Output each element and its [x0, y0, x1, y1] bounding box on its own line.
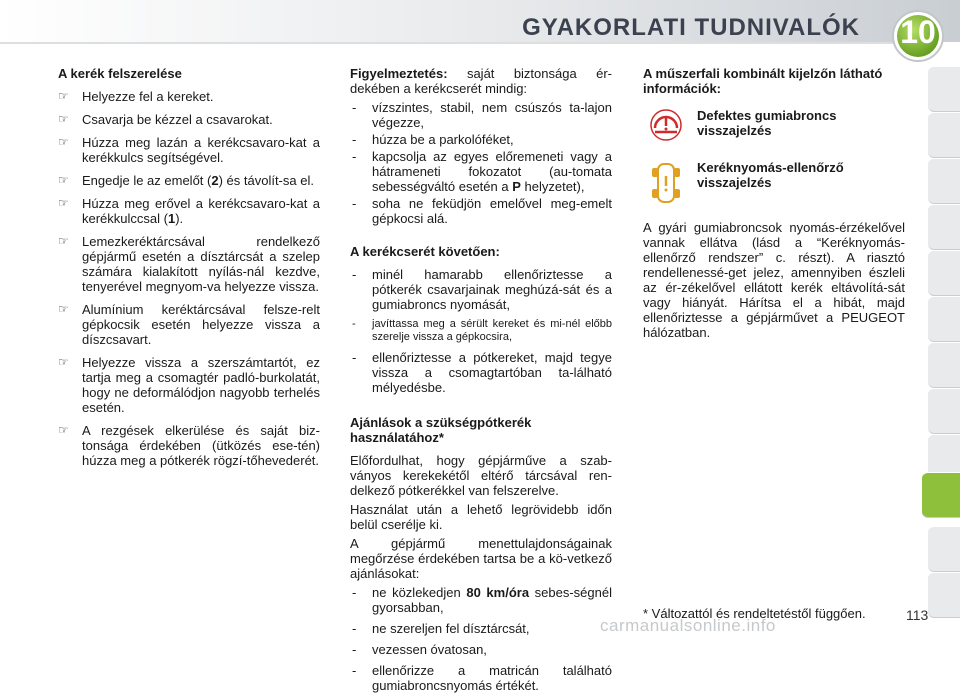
warning-intro: Figyelmeztetés: saját biztonsága ér-dekében a kerékcserét mindig: [350, 66, 612, 96]
list-item: ☞ A rezgések elkerülése és saját biz-tonsága érdekében (ütközés ese-tén) húzza meg a pótkerék rögzí-tőhevederét. [58, 423, 320, 468]
tyre-pressure-monitor-icon [649, 160, 683, 206]
list-item: ☞ Lemezkeréktárcsával rendelkező gépjármű esetén a dísztárcsát a szelep számára kialakított nyílás-nál kezdve, tenyerével megnyom-va helyezze vissza. [58, 234, 320, 294]
chapter-tab[interactable] [928, 66, 960, 112]
watermark: carmanualsonline.info [600, 616, 776, 635]
list-item: - ellenőriztesse a pótkereket, majd tegye vissza a csomagtartóban ta-lálható mélyedésbe. [350, 350, 612, 395]
list-item: ☞ Helyezze vissza a szerszámtartót, ez tartja meg a csomagtér padló-burkolatát, hogy ne deformálódjon nagyobb terhelés esetén. [58, 355, 320, 415]
list-item: - ne közlekedjen 80 km/óra sebes-ségnél gyorsabban, [350, 585, 612, 615]
flat-tyre-warning-icon [649, 108, 683, 142]
list-item: - vízszintes, stabil, nem csúszós ta-lajon végezze, [350, 100, 612, 130]
list-item: ☞ Húzza meg erővel a kerékcsavaro-kat a kerékkulccsal (1). [58, 196, 320, 226]
list-item: ☞ Húzza meg lazán a kerékcsavaro-kat a kerékkulcs segítségével. [58, 135, 320, 165]
list-item: - vezessen óvatosan, [350, 642, 612, 657]
paragraph: A gépjármű menettulajdonságainak megőrzése érdekében tartsa be a kö-vetkező ajánlásokat: [350, 536, 612, 581]
section-heading: A műszerfali kombinált kijelzőn látható információk: [643, 66, 883, 96]
list-item: - soha ne feküdjön emelővel meg-emelt gépkocsi alá. [350, 196, 612, 226]
chapter-tab[interactable] [928, 572, 960, 618]
page-header [0, 0, 960, 50]
chapter-tab[interactable] [928, 296, 960, 342]
pointing-hand-icon: ☞ [58, 234, 69, 248]
pointing-hand-icon: ☞ [58, 135, 69, 149]
section-heading: A kerékcserét követően: [350, 244, 500, 259]
paragraph: A gyári gumiabroncsok nyomás-érzékelővel vannak ellátva (lásd a “Keréknyomás-ellenőrző rendszer” c. részt). A riasztó rendellenessé-get jelez, amennyiben észleli az ér-zékelővel ellátott kerék eltávolítá-sát vagy hiányát. Hárítsa el a hibát, majd ellenőriztesse a gépjárművet a PEUGEOT hálózatban. [643, 220, 905, 340]
chapter-tab[interactable] [928, 342, 960, 388]
chapter-tab[interactable] [928, 112, 960, 158]
page-number: 113 [906, 607, 929, 623]
chapter-tab[interactable] [928, 526, 960, 572]
pointing-hand-icon: ☞ [58, 302, 69, 316]
pointing-hand-icon: ☞ [58, 196, 69, 210]
chapter-title: GYAKORLATI TUDNIVALÓK [522, 14, 860, 41]
paragraph: Használat után a lehető legrövidebb időn belül cserélje ki. [350, 502, 612, 532]
footnote: * Változattól és rendeltetéstől függően. [643, 606, 866, 621]
column-warnings [350, 66, 612, 695]
list-item: - minél hamarabb ellenőriztesse a pótkerék csavarjainak meghúzá-sát és a gumiabroncs nyomását, [350, 267, 612, 312]
indicator-row [643, 160, 905, 212]
pointing-hand-icon: ☞ [58, 423, 69, 437]
chapter-tab[interactable] [928, 158, 960, 204]
list-item: - ellenőrizze a matricán található gumiabroncsnyomás értékét. [350, 663, 612, 693]
chapter-tab-active[interactable] [922, 472, 960, 518]
list-item: ☞ Helyezze fel a kereket. [58, 89, 214, 104]
chapter-number: 10 [900, 14, 936, 50]
chapter-tab[interactable] [928, 250, 960, 296]
chapter-tab[interactable] [928, 388, 960, 434]
list-item: - javíttassa meg a sérült kereket és mi-nél előbb szerelje vissza a gépkocsira, [350, 318, 612, 344]
list-item: - kapcsolja az egyes előremeneti vagy a hátrameneti fokozatot (au-tomata sebességváltó esetén a P helyzetet), [350, 149, 612, 194]
indicator-label: Defektes gumiabroncs visszajelzés [697, 108, 837, 138]
column-wheel-fitting [58, 66, 320, 476]
section-heading: Ajánlások a szükségpótkerék használatához* [350, 415, 532, 445]
list-item: ☞ Csavarja be kézzel a csavarokat. [58, 112, 273, 127]
section-heading: A kerék felszerelése [58, 66, 182, 81]
indicator-label: Keréknyomás-ellenőrző visszajelzés [697, 160, 844, 190]
pointing-hand-icon: ☞ [58, 89, 69, 103]
chapter-tab[interactable] [928, 204, 960, 250]
chapter-tab-strip [928, 66, 960, 640]
column-dashboard-info [643, 66, 905, 344]
paragraph: Előfordulhat, hogy gépjárműve a szab-ványos kerekekétől eltérő tárcsával ren-delkező pótkerékkel van felszerelve. [350, 453, 612, 498]
list-item: - ne szereljen fel dísztárcsát, [350, 621, 612, 636]
list-item: - húzza be a parkolóféket, [350, 132, 612, 147]
pointing-hand-icon: ☞ [58, 112, 69, 126]
pointing-hand-icon: ☞ [58, 173, 69, 187]
list-item: ☞ Engedje le az emelőt (2) és távolít-sa el. [58, 173, 314, 188]
list-item: ☞ Alumínium keréktárcsával felsze-relt gépkocsik esetén helyezze vissza a díszcsavart. [58, 302, 320, 347]
pointing-hand-icon: ☞ [58, 355, 69, 369]
indicator-row [643, 108, 905, 152]
